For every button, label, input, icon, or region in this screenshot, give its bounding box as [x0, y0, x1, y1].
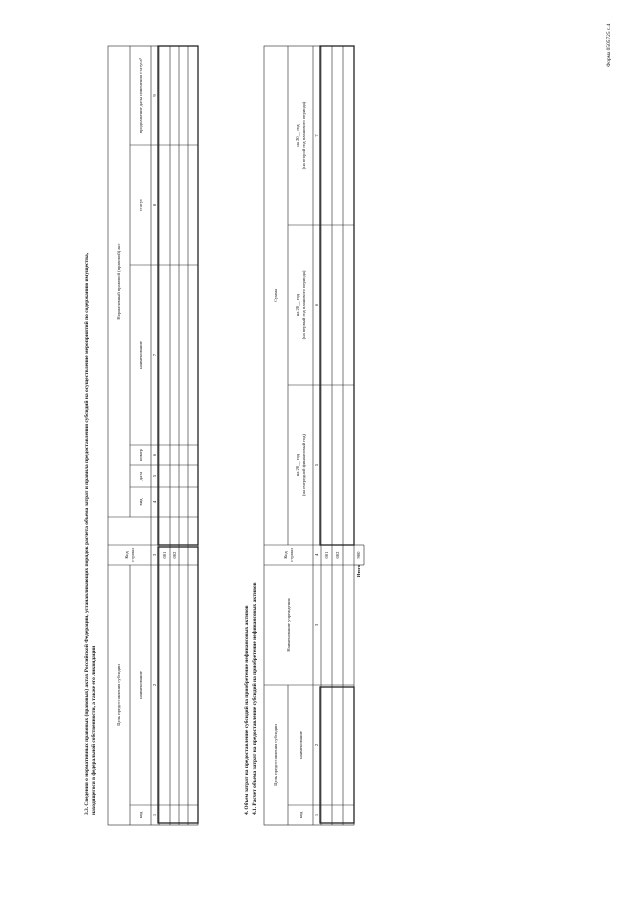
- t2-h-year3: [288, 46, 313, 225]
- t2-colnum-2: 2: [314, 743, 320, 747]
- t1-colnum-8: 8: [152, 203, 158, 207]
- t2-colnum-7: 7: [314, 134, 320, 137]
- t1-h-status: статус: [137, 198, 143, 212]
- t1-colnum-3: 3: [152, 553, 158, 557]
- t1-colnum-7: 7: [152, 353, 158, 357]
- t2-colnum-1: 1: [314, 813, 320, 817]
- t2-row-code-002: 002: [334, 551, 340, 559]
- t2-h-institution: Наименование учреждения: [285, 598, 291, 652]
- section-3-3-title-line1: 3.3. Сведения о нормативных правовых (правовых) актах Российской Федерации, устанавливающих порядок расчета объема затрат и правила предоставления субсидий на осуществление мероприятий по содержанию имущества,: [84, 252, 90, 815]
- t2-h-year2: [288, 225, 313, 385]
- t1-h-prolong-sup: 5: [137, 57, 142, 60]
- t1-h-name: наименование: [137, 671, 143, 699]
- t1-colnum-5: 5: [152, 474, 158, 478]
- t2-row-code-001: 001: [323, 551, 329, 559]
- t1-colnum-1: 1: [152, 813, 158, 817]
- t2-h-year2-main: на 20__ год: [295, 293, 301, 317]
- t2-h-sum: Сумма: [273, 289, 279, 303]
- t1-h-act-kind: вид: [137, 498, 143, 506]
- t1-h-act-date: дата: [137, 471, 143, 481]
- t2-h-year3-main: на 20__ год: [295, 124, 301, 147]
- t2-colnum-4: 4: [314, 553, 320, 557]
- t2-h-purpose: Цель предоставления субсидии: [273, 724, 279, 786]
- t1-h-act-name: наименование: [137, 341, 143, 369]
- t1-row-code-002: 002: [171, 551, 177, 559]
- t2-colnum-3: 3: [314, 623, 320, 627]
- t2-colnum-5: 5: [314, 463, 320, 467]
- t1-h-purpose: Цель предоставления субсидии: [116, 664, 122, 726]
- t1-h-row-code: Код строки: [124, 548, 135, 562]
- t1-colnum-2: 2: [152, 683, 158, 687]
- section-4-1-subtitle: 4.1. Расчет объема затрат на предоставление субсидий на приобретение нефинансовых активов: [252, 582, 258, 815]
- t2-h-name: наименование: [297, 731, 303, 759]
- t2-h-year1-sub: (на очередной финансовый год): [300, 433, 306, 497]
- t1-h-code: код: [137, 811, 143, 819]
- t2-total-code: 900: [356, 551, 362, 559]
- t1-colnum-9: 9: [152, 94, 158, 97]
- t1-h-act: Нормативный правовой (правовой) акт: [116, 243, 122, 320]
- t1-h-prolong: [130, 46, 151, 145]
- section-3-3-title-line2: находящегося в федеральной собственности, а также его ликвидации: [91, 645, 97, 815]
- t2-h-year2-sub: (на первый год планового периода): [300, 270, 306, 340]
- t2-h-year3-sub: (на второй год планового периода): [300, 101, 306, 170]
- t2-colnum-6: 6: [314, 303, 320, 307]
- t2-h-year1-main: на 20__ год: [295, 453, 301, 477]
- t2-total-label: Итого: [356, 565, 362, 578]
- section-4-title: 4. Объем затрат на предоставление субсидий на приобретение нефинансовых активов: [244, 605, 250, 815]
- t1-h-prolong-text: продолжение даты изменения статуса: [137, 59, 143, 134]
- t1-colnum-4: 4: [152, 500, 158, 504]
- t1-row-code-001: 001: [161, 551, 167, 559]
- t1-h-act-number: номер: [137, 449, 143, 461]
- t2-h-code: код: [297, 811, 303, 819]
- form-code: Форма 0505725 с.4: [606, 23, 612, 67]
- t1-colnum-6: 6: [152, 453, 158, 457]
- t2-h-row-code: Код строки: [283, 548, 294, 562]
- t2-h-year1: [288, 385, 313, 545]
